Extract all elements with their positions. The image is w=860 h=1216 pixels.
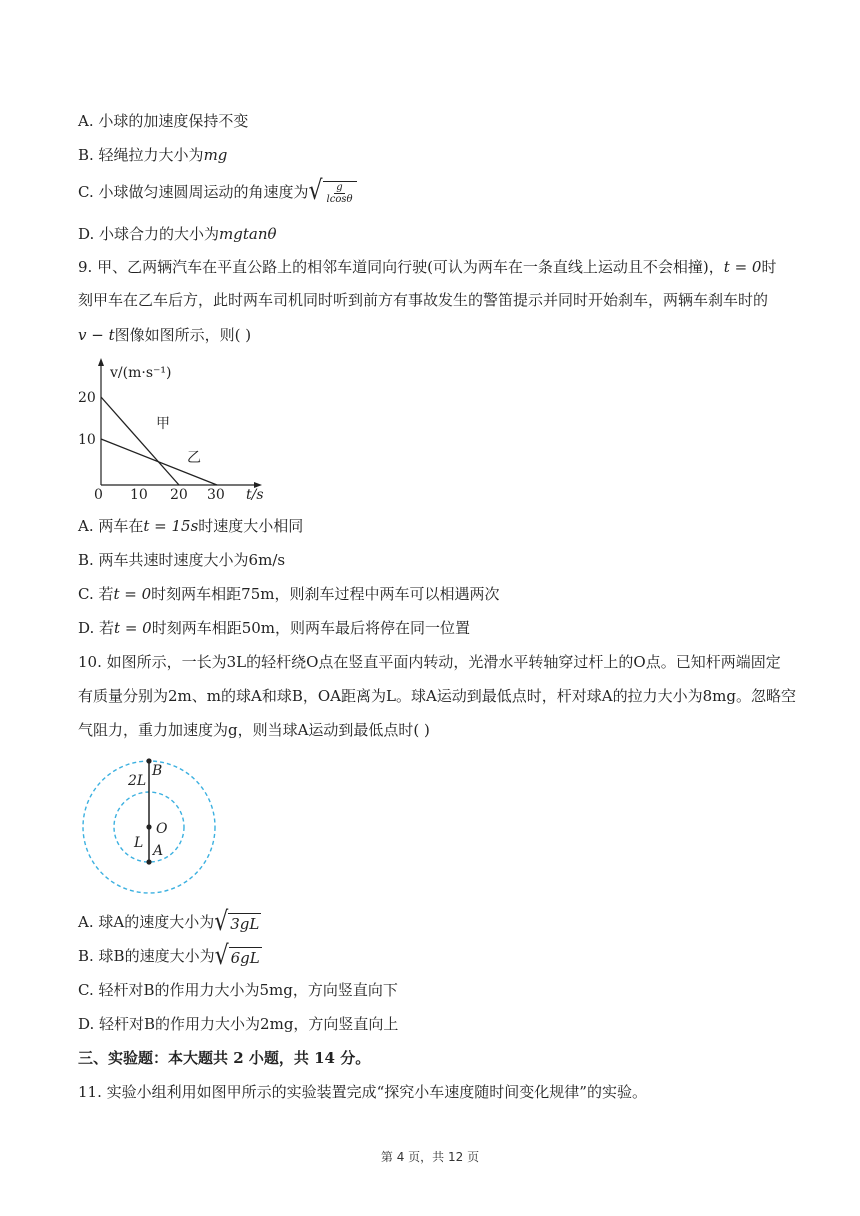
x-axis-label: t/s	[246, 487, 264, 503]
y-tick-20: 20	[78, 390, 96, 406]
label-o: O	[156, 821, 168, 837]
label-a: A	[153, 843, 164, 859]
ball-b	[146, 758, 151, 763]
ball-a	[146, 859, 151, 864]
q9-option-c: C. 若t = 0时刻两车相距75m，则刹车过程中两车可以相遇两次	[78, 585, 500, 603]
x-tick-30: 30	[207, 487, 225, 503]
q10-stem-line3: 气阻力，重力加速度为g，则当球A运动到最低点时( )	[78, 721, 430, 739]
sqrt-expression: √ $\frac{g}{lcos\theta}$	[308, 181, 356, 205]
page-footer: 第 4 页，共 12 页	[380, 1150, 480, 1164]
q8-option-c: C. 小球做匀速圆周运动的角速度为√ $\frac{g}{lcos\theta}$	[78, 181, 357, 205]
q9-stem-line2: 刻甲车在乙车后方，此时两车司机同时听到前方有事故发生的警笛提示并同时开始刹车，两辆车刹车时的	[78, 291, 769, 309]
sqrt-expression: √ 6gL	[214, 940, 260, 971]
label-l: L	[134, 835, 144, 851]
q10-option-c: C. 轻杆对B的作用力大小为5mg，方向竖直向下	[78, 981, 398, 999]
line-jia	[101, 397, 179, 485]
series-label-yi: 乙	[187, 450, 201, 466]
q8-option-a: A. 小球的加速度保持不变	[78, 112, 249, 130]
label-b: B	[152, 763, 163, 779]
series-label-jia: 甲	[156, 416, 170, 432]
y-axis-label: v/(m·s⁻¹)	[110, 365, 172, 381]
x-tick-0: 0	[94, 487, 103, 503]
q9-stem-line1: 9. 甲、乙两辆汽车在平直公路上的相邻车道同向行驶(可认为两车在一条直线上运动且不会相撞)，t = 0时	[78, 258, 777, 276]
y-axis-arrow	[98, 358, 104, 366]
q9-stem-line3: v − t图像如图所示，则( )	[78, 326, 252, 344]
q8-option-b: B. 轻绳拉力大小为mg	[78, 146, 228, 164]
q9-option-b: B. 两车共速时速度大小为6m/s	[78, 551, 286, 569]
q11-stem: 11. 实验小组利用如图甲所示的实验装置完成“探究小车速度随时间变化规律”的实验。	[78, 1083, 647, 1101]
q10-stem-line2: 有质量分别为2m、m的球A和球B，OA距离为L。球A运动到最低点时，杆对球A的拉力大小为8mg。忽略空	[78, 687, 796, 705]
y-tick-10: 10	[78, 432, 96, 448]
label-2l: 2L	[128, 773, 147, 789]
q10-rod-figure	[78, 756, 220, 896]
q10-option-d: D. 轻杆对B的作用力大小为2mg，方向竖直向上	[78, 1015, 399, 1033]
sqrt-expression: √ 3gL	[214, 906, 260, 937]
x-tick-10: 10	[130, 487, 148, 503]
q10-stem-line1: 10. 如图所示，一长为3L的轻杆绕O点在竖直平面内转动，光滑水平转轴穿过杆上的O点。已知杆两端固定	[78, 653, 781, 671]
section-heading: 三、实验题：本大题共 2 小题，共 14 分。	[78, 1049, 371, 1067]
q9-option-d: D. 若t = 0时刻两车相距50m，则两车最后将停在同一位置	[78, 619, 471, 637]
q10-option-b: B. 球B的速度大小为√ 6gL	[78, 940, 260, 971]
pivot-o	[146, 824, 151, 829]
q10-option-a: A. 球A的速度大小为√ 3gL	[78, 906, 260, 937]
x-tick-20: 20	[170, 487, 188, 503]
q9-vt-graph	[74, 355, 274, 505]
q8-option-d: D. 小球合力的大小为mgtanθ	[78, 225, 277, 243]
q9-option-a: A. 两车在t = 15s时速度大小相同	[78, 517, 304, 535]
